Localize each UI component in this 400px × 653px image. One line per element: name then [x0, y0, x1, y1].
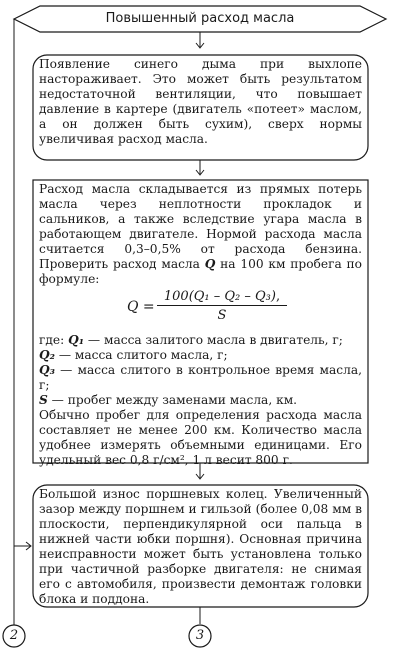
- def-q3: Q₃ — масса слитого в контрольное время масла, г;: [39, 363, 362, 392]
- connector-label-2: 2: [9, 628, 19, 643]
- box2-outro: Обычно пробег для определения расхода масла составляет не менее 200 км. Количество масла удобнее измерять объемными единицами. Его удельный вес 0,8 г/см², 1 л весит 800 г.: [39, 408, 362, 467]
- box-oil-consumption: [33, 180, 368, 467]
- def-q2: Q₂ — масса слитого масла, г;: [39, 348, 228, 362]
- box2-intro: Расход масла складывается из прямых потерь масла через неплотности прокладок и сальников, а также вследствие угара масла в работающем двигателе. Нормой расхода масла считается 0,3–0,5% от расхода бензина. Проверить расход масла Q на 100 км пробега по формуле:: [39, 182, 362, 286]
- formula-lhs: Q =: [127, 299, 155, 315]
- box1-text: Появление синего дыма при выхлопе настораживает. Это может быть результатом недостаточной вентиляции, что повышает давление в картере (двигатель «потеет» маслом, а он должен быть сухим), сверх нормы увеличивая расход масла.: [39, 57, 362, 146]
- def-s: S — пробег между заменами масла, км.: [39, 393, 298, 407]
- flowchart-title: Повышенный расход масла: [105, 11, 295, 26]
- oil-formula: [39, 289, 362, 329]
- box-blue-smoke: [33, 55, 368, 160]
- connector-label-3: 3: [195, 628, 205, 643]
- box-piston-rings: [33, 485, 368, 607]
- formula-denominator: S: [217, 308, 227, 323]
- formula-numerator: 100(Q₁ – Q₂ – Q₃),: [157, 289, 287, 306]
- formula-fraction: [157, 289, 287, 323]
- box3-text: Большой износ поршневых колец. Увеличенный зазор между поршнем и гильзой (более 0,08 мм в плоскости, перпендикулярной оси пальца в нижней части юбки поршня). Основная причина неисправности может быть установлена только при частичной разборке двигателя: не снимая его с автомобиля, произвести демонтаж головки блока и поддона.: [39, 487, 362, 606]
- def-q1: где: Q₁ — масса залитого масла в двигатель, г;: [39, 333, 343, 347]
